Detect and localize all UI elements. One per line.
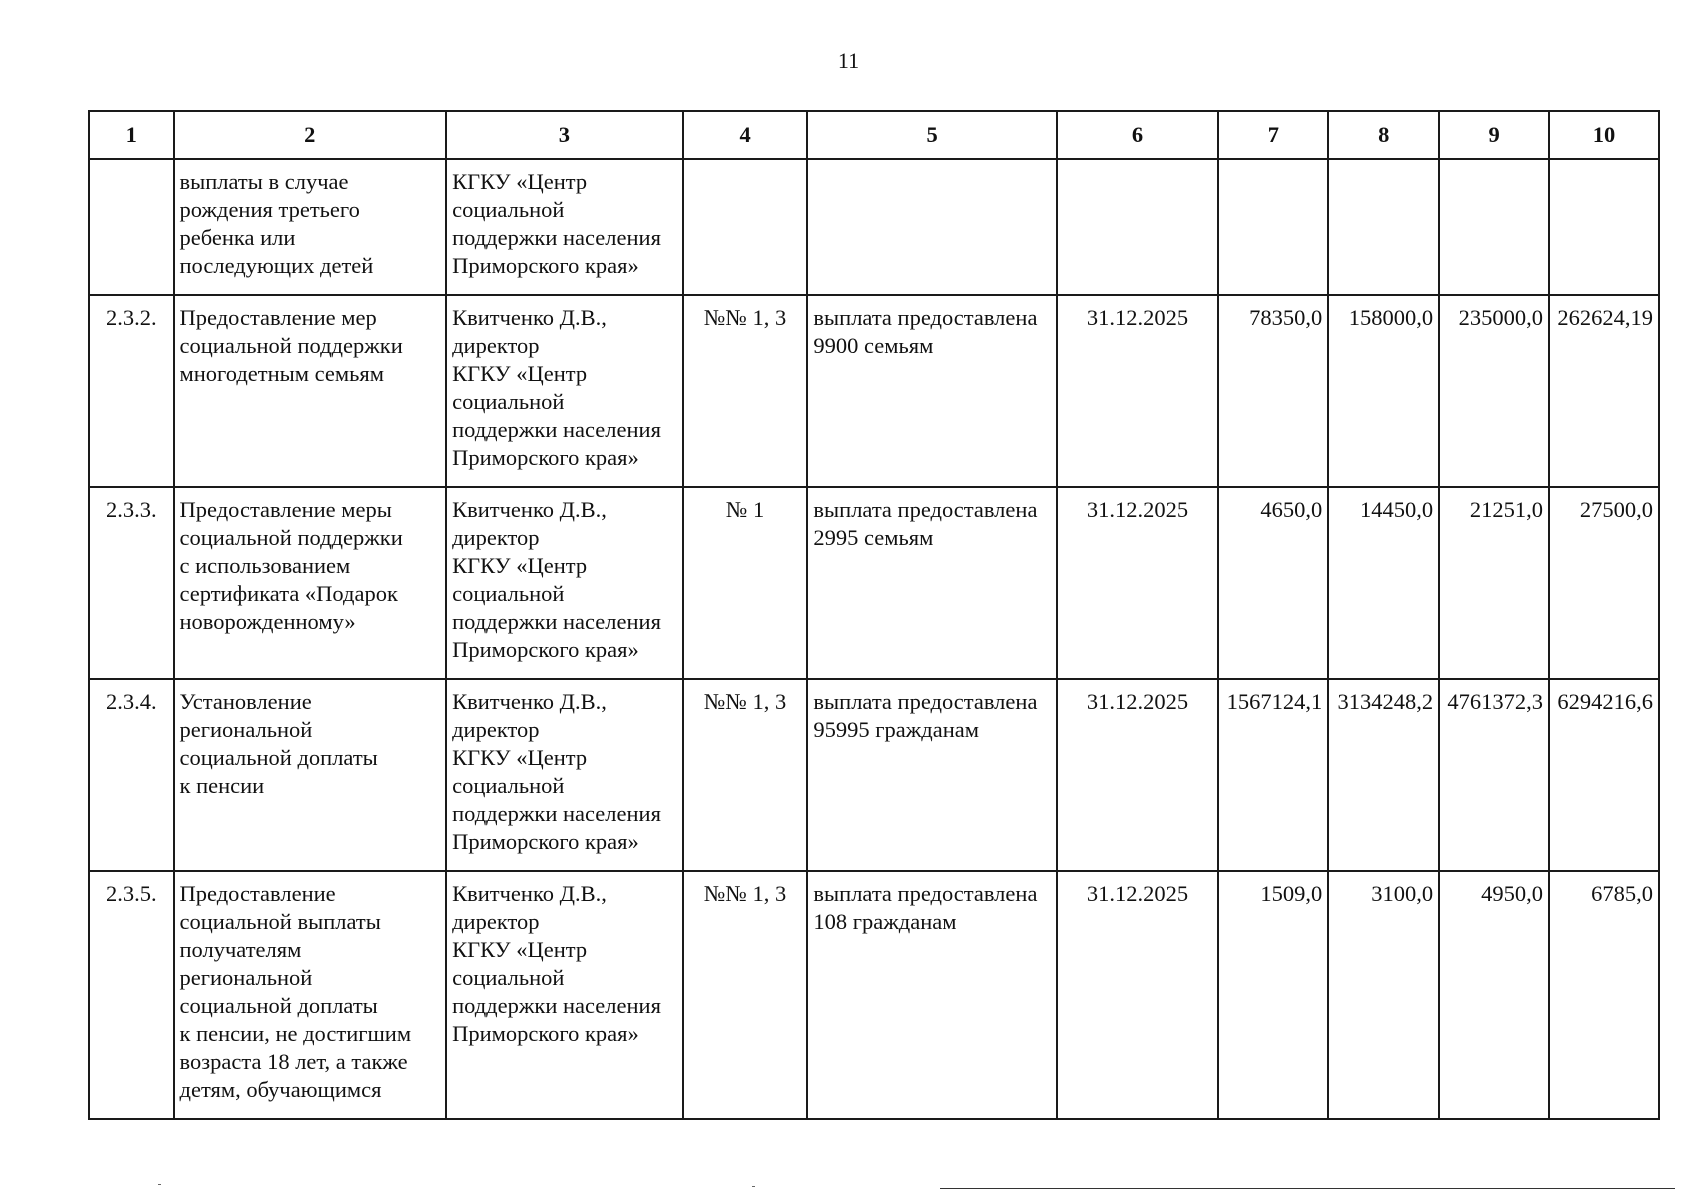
amount-col9	[1439, 159, 1549, 295]
indicator-link: №№ 1, 3	[683, 871, 808, 1119]
amount-col8: 3134248,2	[1328, 679, 1439, 871]
program-activities-table	[88, 110, 1660, 1120]
item-number: 2.3.3.	[89, 487, 174, 679]
activity-name: Установление региональной социальной доплаты к пенсии	[174, 679, 447, 871]
deadline: 31.12.2025	[1057, 487, 1219, 679]
responsible-executor: Квитченко Д.В., директор КГКУ «Центр социальной поддержки населения Приморского края»	[446, 487, 683, 679]
amount-col9: 235000,0	[1439, 295, 1549, 487]
expected-result: выплата предоставлена 9900 семьям	[807, 295, 1056, 487]
expected-result	[807, 159, 1056, 295]
header-cell-5: 5	[807, 111, 1056, 159]
responsible-executor: Квитченко Д.В., директор КГКУ «Центр социальной поддержки населения Приморского края»	[446, 871, 683, 1119]
amount-col7: 78350,0	[1218, 295, 1328, 487]
amount-col9: 4761372,3	[1439, 679, 1549, 871]
expected-result: выплата предоставлена 108 гражданам	[807, 871, 1056, 1119]
responsible-executor: Квитченко Д.В., директор КГКУ «Центр социальной поддержки населения Приморского края»	[446, 295, 683, 487]
page-number: 11	[837, 48, 860, 73]
item-number: 2.3.4.	[89, 679, 174, 871]
table-row	[89, 159, 1659, 295]
header-cell-9: 9	[1439, 111, 1549, 159]
table-row	[89, 487, 1659, 679]
item-number: 2.3.5.	[89, 871, 174, 1119]
amount-col9: 21251,0	[1439, 487, 1549, 679]
item-number	[89, 159, 174, 295]
header-cell-7: 7	[1218, 111, 1328, 159]
header-cell-1: 1	[89, 111, 174, 159]
header-cell-4: 4	[683, 111, 808, 159]
amount-col7: 1509,0	[1218, 871, 1328, 1119]
amount-col8: 14450,0	[1328, 487, 1439, 679]
amount-col7: 4650,0	[1218, 487, 1328, 679]
amount-col8: 158000,0	[1328, 295, 1439, 487]
header-row	[89, 111, 1659, 159]
indicator-link: №№ 1, 3	[683, 295, 808, 487]
deadline	[1057, 159, 1219, 295]
activity-name: Предоставление мер социальной поддержки многодетным семьям	[174, 295, 447, 487]
activity-name: выплаты в случае рождения третьего ребенка или последующих детей	[174, 159, 447, 295]
item-number: 2.3.2.	[89, 295, 174, 487]
activity-name: Предоставление меры социальной поддержки с использованием сертификата «Подарок новорожденному»	[174, 487, 447, 679]
amount-col10: 6294216,6	[1549, 679, 1659, 871]
scan-speck	[752, 1186, 755, 1187]
header-cell-6: 6	[1057, 111, 1219, 159]
table-row	[89, 295, 1659, 487]
responsible-executor: КГКУ «Центр социальной поддержки населения Приморского края»	[446, 159, 683, 295]
amount-col8	[1328, 159, 1439, 295]
header-cell-3: 3	[446, 111, 683, 159]
header-cell-10: 10	[1549, 111, 1659, 159]
expected-result: выплата предоставлена 95995 гражданам	[807, 679, 1056, 871]
activity-name: Предоставление социальной выплаты получателям региональной социальной доплаты к пенсии, не достигшим возраста 18 лет, а также детям, обучающимся	[174, 871, 447, 1119]
table-row	[89, 679, 1659, 871]
indicator-link	[683, 159, 808, 295]
deadline: 31.12.2025	[1057, 679, 1219, 871]
amount-col10: 262624,19	[1549, 295, 1659, 487]
amount-col10	[1549, 159, 1659, 295]
amount-col9: 4950,0	[1439, 871, 1549, 1119]
scan-speck	[158, 1184, 161, 1185]
responsible-executor: Квитченко Д.В., директор КГКУ «Центр социальной поддержки населения Приморского края»	[446, 679, 683, 871]
amount-col7: 1567124,1	[1218, 679, 1328, 871]
amount-col10: 6785,0	[1549, 871, 1659, 1119]
deadline: 31.12.2025	[1057, 871, 1219, 1119]
header-cell-2: 2	[174, 111, 447, 159]
indicator-link: №№ 1, 3	[683, 679, 808, 871]
amount-col8: 3100,0	[1328, 871, 1439, 1119]
expected-result: выплата предоставлена 2995 семьям	[807, 487, 1056, 679]
indicator-link: № 1	[683, 487, 808, 679]
amount-col7	[1218, 159, 1328, 295]
table-row	[89, 871, 1659, 1119]
amount-col10: 27500,0	[1549, 487, 1659, 679]
header-cell-8: 8	[1328, 111, 1439, 159]
deadline: 31.12.2025	[1057, 295, 1219, 487]
footer-divider	[940, 1188, 1675, 1189]
